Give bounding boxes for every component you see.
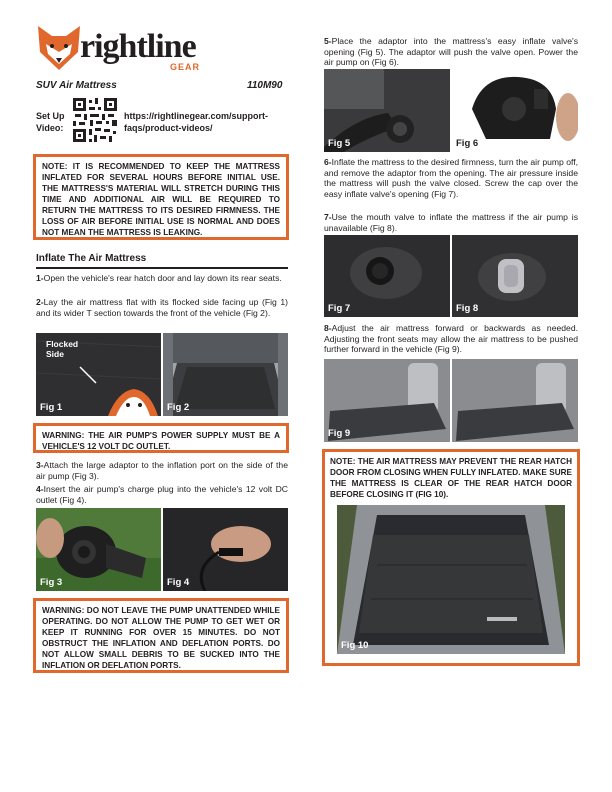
setup-video-url[interactable]: https://rightlinegear.com/support-faqs/product-videos/ <box>124 111 269 133</box>
figure-10 <box>337 505 565 654</box>
step-8 <box>324 323 578 355</box>
figure-9 <box>324 359 578 442</box>
step-number: 3- <box>36 460 44 470</box>
step-number: 4- <box>36 484 44 494</box>
figure-2 <box>163 333 288 416</box>
step-text: Lay the air mattress flat with its flocked side facing up (Fig 1) and its wider T section towards the front of the vehicle (Fig 2). <box>36 297 288 318</box>
step-number: 7- <box>324 212 332 222</box>
figure-4 <box>163 508 288 591</box>
figure-6 <box>452 69 578 152</box>
figure-label: Fig 2 <box>167 402 190 413</box>
figure-label: Fig 3 <box>40 577 63 588</box>
step-6 <box>324 157 578 199</box>
fox-logo-icon <box>34 22 84 72</box>
step-text: Use the mouth valve to inflate the mattress if the air pump is unavailable (Fig 8). <box>324 212 578 233</box>
figure-label: Fig 7 <box>328 303 351 314</box>
figure-label: Fig 1 <box>40 402 63 413</box>
figure-8 <box>452 235 578 317</box>
step-text: Place the adaptor into the mattress's easy inflate valve's opening (Fig 5). The adaptor will push the valve open. Power the air pump on (Fig 6). <box>324 36 578 68</box>
step-number: 5- <box>324 36 332 46</box>
step-text: Attach the large adaptor to the inflation port on the side of the air pump (Fig 3). <box>36 460 288 481</box>
note-hatch-door <box>322 449 580 666</box>
figure-label: Fig 8 <box>456 303 479 314</box>
figure-label: Fig 10 <box>341 640 369 651</box>
product-model: 110M90 <box>247 80 283 91</box>
qr-code <box>73 98 117 142</box>
figure-7 <box>324 235 450 317</box>
note-hatch-door-text: NOTE: THE AIR MATTRESS MAY PREVENT THE REAR HATCH DOOR FROM CLOSING WHEN FULLY INFLATED. MAKE SURE THE MATTRESS IS CLEAR OF THE REAR HATCH DOOR BEFORE CLOSING IT (FIG 10). <box>330 457 572 499</box>
step-number: 2- <box>36 297 44 307</box>
section-title: Inflate The Air Mattress <box>36 253 147 264</box>
warning-power-supply: WARNING: THE AIR PUMP'S POWER SUPPLY MUST BE A VEHICLE'S 12 VOLT DC OUTLET. <box>33 423 289 453</box>
figure-label: Fig 9 <box>328 428 351 439</box>
figure-label: Fig 4 <box>167 577 190 588</box>
step-7 <box>324 212 578 233</box>
step-5 <box>324 36 578 68</box>
step-number: 1- <box>36 273 44 283</box>
note-initial-use: NOTE: IT IS RECOMMENDED TO KEEP THE MATTRESS INFLATED FOR SEVERAL HOURS BEFORE INITIAL USE. THE MATTRESS'S MATERIAL WILL STRETCH DURING THIS TIME AND ADDITIONAL AIR WILL BE REQUIRED TO RETURN THE MATTRESS TO ITS DESIRED FIRMNESS. THE LOSS OF AIR BEFORE INITIAL USE IS NORMAL AND DOES NOT MEAN THE MATTRESS IS LEAKING. <box>33 154 289 240</box>
step-number: 6- <box>324 157 332 167</box>
figure-3 <box>36 508 161 591</box>
figure-label: Fig 5 <box>328 138 351 149</box>
brand-logo <box>34 22 204 72</box>
mattress-position-icon <box>324 359 578 442</box>
step-1 <box>36 273 288 284</box>
inflated-mattress-icon <box>337 505 565 654</box>
step-3 <box>36 460 288 481</box>
brand-gear: GEAR <box>170 62 201 72</box>
setup-video-label: Set Up Video: <box>36 111 65 133</box>
step-text: Inflate the mattress to the desired firmness, turn the air pump off, and remove the adaptor from the opening. The air pressure inside the mattress will push the valve closed. Screw the cap over the easy inflate valve's opening (Fig 7). <box>324 157 578 199</box>
flocked-side-label: Flocked Side <box>46 339 79 359</box>
step-text: Adjust the air mattress forward or backwards as needed. Adjusting the front seats may allow the air mattress to be pushed further forward in the vehicle (Fig 9). <box>324 323 578 355</box>
figure-label: Fig 6 <box>456 138 479 149</box>
step-2 <box>36 297 288 318</box>
figure-1 <box>36 333 161 416</box>
brand-wordmark: rightline <box>80 28 196 65</box>
product-name: SUV Air Mattress <box>36 80 117 91</box>
step-4 <box>36 484 288 505</box>
qr-code-icon <box>73 98 117 142</box>
warning-pump-unattended: WARNING: DO NOT LEAVE THE PUMP UNATTENDED WHILE OPERATING. DO NOT ALLOW THE PUMP TO GET WET OR KEEP IT RUNNING FOR OVER 15 MINUTES. DO NOT OBSTRUCT THE INFLATION AND DEFLATION PORTS. DO NOT ALLOW SMALL DEBRIS TO BE SUCKED INTO THE INFLATION OR DEFLATION PORTS. <box>33 598 289 673</box>
section-rule <box>36 267 288 269</box>
step-number: 8- <box>324 323 332 333</box>
step-text: Open the vehicle's rear hatch door and lay down its rear seats. <box>43 273 282 283</box>
step-text: Insert the air pump's charge plug into the vehicle's 12 volt DC outlet (Fig 4). <box>36 484 288 505</box>
figure-5 <box>324 69 450 152</box>
